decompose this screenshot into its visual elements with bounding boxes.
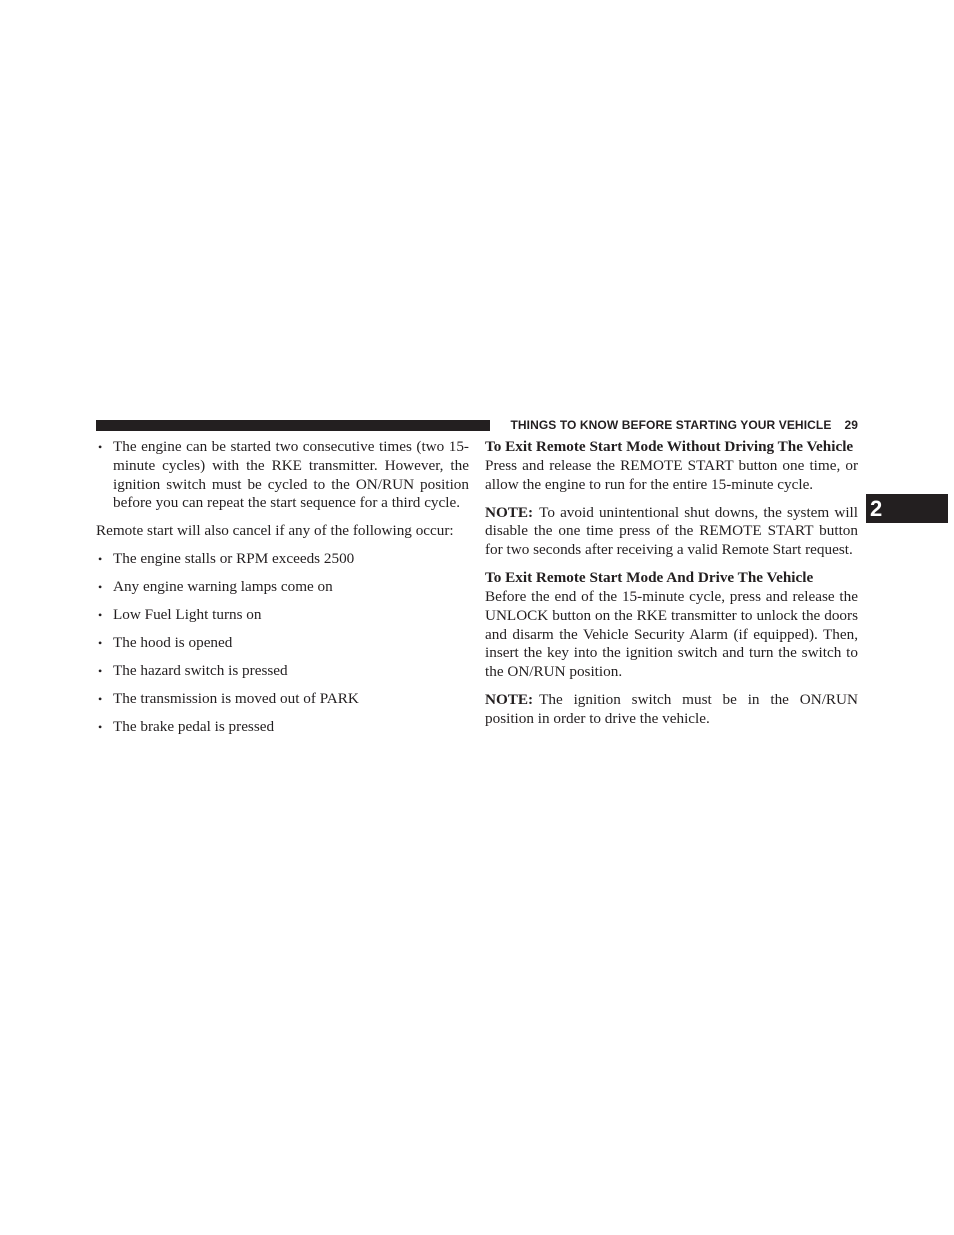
list-item: • The engine stalls or RPM exceeds 2500 (98, 550, 355, 568)
right-column (485, 438, 858, 738)
left-column (96, 438, 469, 746)
list-item: • The hazard switch is pressed (98, 662, 288, 680)
note-exit-without-driving (485, 504, 858, 560)
header-rule (96, 420, 490, 431)
list-item: • Low Fuel Light turns on (98, 606, 262, 624)
note-text: To avoid unintentional shut downs, the system will disable the one time press of the REMOTE START button for two seconds after receiving a valid Remote Start request. (485, 503, 858, 559)
note-label: NOTE: (485, 691, 534, 709)
heading-exit-and-drive: To Exit Remote Start Mode And Drive The Vehicle (485, 569, 814, 587)
bullet-list-start-limits (96, 438, 469, 513)
body-exit-without-driving: Press and release the REMOTE START button one time, or allow the engine to run for the entire 15-minute cycle. (485, 456, 858, 493)
chapter-tab: 2 (866, 494, 948, 523)
note-label: NOTE: (485, 503, 534, 521)
list-item: • The brake pedal is pressed (98, 718, 275, 736)
list-item: • Any engine warning lamps come on (98, 578, 333, 596)
bullet-icon: • (98, 608, 103, 623)
list-item: • The transmission is moved out of PARK (98, 690, 359, 708)
bullet-icon: • (98, 692, 103, 707)
heading-exit-without-driving: To Exit Remote Start Mode Without Driving The Vehicle (485, 438, 854, 455)
bullet-icon: • (98, 440, 103, 454)
bullet-icon: • (98, 580, 103, 595)
cancel-intro: Remote start will also cancel if any of the following occur: (96, 522, 454, 540)
bullet-icon: • (98, 552, 103, 567)
list-item: • The engine can be started two consecutive times (two 15-minute cycles) with the RKE transmitter. However, the ignition switch must be cycled to the ON/RUN position before you can repeat the start sequence for a third cycle. (98, 438, 469, 512)
bullet-list-cancel-conditions (96, 550, 469, 737)
bullet-icon: • (98, 636, 103, 651)
bullet-icon: • (98, 720, 103, 735)
note-text: The ignition switch must be in the ON/RUN position in order to drive the vehicle. (485, 691, 858, 727)
section-title: THINGS TO KNOW BEFORE STARTING YOUR VEHICLE (510, 418, 832, 432)
running-header (499, 417, 858, 433)
body-exit-and-drive: Before the end of the 15-minute cycle, press and release the UNLOCK button on the RKE transmitter to unlock the doors and disarm the Vehicle Security Alarm (if equipped). Then, insert the key into the ignition switch and turn the switch to the ON/RUN position. (485, 587, 858, 681)
list-item: • The hood is opened (98, 634, 233, 652)
page-number: 29 (844, 418, 858, 432)
note-exit-and-drive (485, 691, 858, 729)
bullet-icon: • (98, 664, 103, 679)
